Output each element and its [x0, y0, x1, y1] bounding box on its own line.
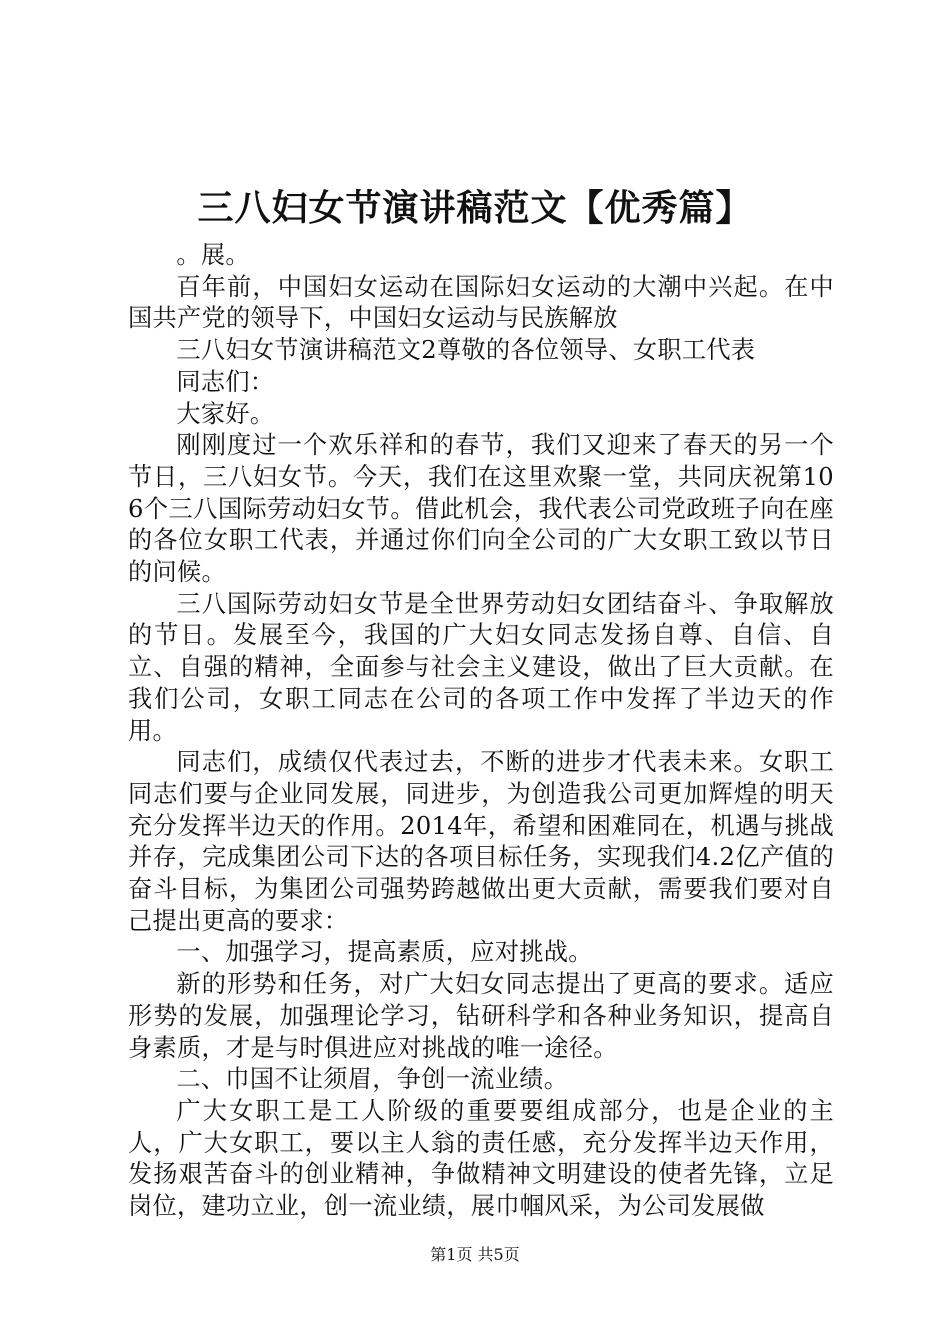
- paragraph: 大家好。: [176, 399, 275, 428]
- page-footer: 第1页 共5页: [430, 1245, 520, 1264]
- paragraph: 三八妇女节演讲稿范文2尊敬的各位领导、女职工代表: [176, 336, 756, 365]
- paragraph: 同志们：: [176, 367, 275, 396]
- paragraph: 三八国际劳动妇女节是全世界劳动妇女团结奋斗、争取解放的节日。发展至今，我国的广大妇女同志发扬自尊、自信、自立、自强的精神，全面参与社会主义建设，做出了巨大贡献。在我们公司，女职工同志在公司的各项工作中发挥了半边天的作用。: [128, 589, 834, 745]
- paragraph: 广大女职工是工人阶级的重要要组成部分，也是企业的主人，广大女职工，要以主人翁的责任感，充分发挥半边天作用，发扬艰苦奋斗的创业精神，争做精神文明建设的使者先锋，立足岗位，建功立业，创一流业绩，展巾帼风采，为公司发展做: [128, 1096, 834, 1221]
- paragraph: 百年前，中国妇女运动在国际妇女运动的大潮中兴起。在中国共产党的领导下，中国妇女运动与民族解放: [128, 272, 834, 333]
- paragraph: 二、巾国不让须眉，争创一流业绩。: [176, 1065, 569, 1094]
- paragraph: 新的形势和任务，对广大妇女同志提出了更高的要求。适应形势的发展，加强理论学习，钻研科学和各种业务知识，提高自身素质，才是与时俱进应对挑战的唯一途径。: [128, 970, 834, 1062]
- paragraph: 。展。: [176, 241, 250, 269]
- paragraph: 刚刚度过一个欢乐祥和的春节，我们又迎来了春天的另一个节日，三八妇女节。今天，我们在这里欢聚一堂，共同庆祝第106个三八国际劳动妇女节。借此机会，我代表公司党政班子向在座的各位女职工代表，并通过你们向全公司的广大女职工致以节日的问候。: [128, 431, 834, 587]
- paragraph: 同志们，成绩仅代表过去，不断的进步才代表未来。女职工同志们要与企业同发展，同进步，为创造我公司更加辉煌的明天充分发挥半边天的作用。2014年，希望和困难同在，机遇与挑战并存，完成集团公司下达的各项目标任务，实现我们4.2亿产值的奋斗目标，为集团公司强势跨越做出更大贡献，需要我们要对自己提出更高的要求：: [128, 748, 834, 935]
- document-title: 三八妇女节演讲稿范文【优秀篇】: [197, 187, 753, 229]
- document-body: [128, 240, 834, 1223]
- paragraph: 一、加强学习，提高素质，应对挑战。: [176, 938, 593, 967]
